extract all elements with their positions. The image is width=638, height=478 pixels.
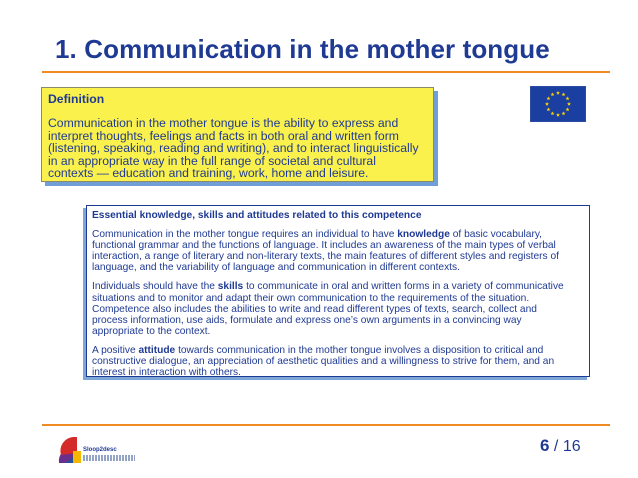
keyword-skills: skills <box>217 281 244 293</box>
competence-heading: Essential knowledge, skills and attitudes related to this competence <box>92 210 422 221</box>
page-separator: / <box>549 438 563 455</box>
page-total: 16 <box>562 438 581 455</box>
paragraph-text: Communication in the mother tongue requires an individual to have <box>92 229 398 241</box>
knowledge-paragraph <box>92 229 584 273</box>
definition-text: Communication in the mother tongue is the ability to express and interpret thoughts, feelings and facts in both oral and written form (listening, speaking, reading and writing), and to interact linguistically in an appropriate way in the full range of societal and cultural contexts — education and training, work, home and leisure. <box>48 116 419 181</box>
logo-name: Sloop2desc <box>83 447 117 453</box>
skills-paragraph <box>92 281 584 336</box>
page-current: 6 <box>540 436 550 455</box>
footer-divider <box>42 424 610 426</box>
eu-flag-icon <box>530 86 586 122</box>
paragraph-text: A positive <box>92 344 139 356</box>
title-divider <box>42 71 610 73</box>
slide-title: 1. Communication in the mother tongue <box>55 34 550 64</box>
paragraph-text: Individuals should have the <box>92 281 218 293</box>
logo-tagline <box>83 455 135 461</box>
keyword-knowledge: knowledge <box>397 229 450 241</box>
attitude-paragraph <box>92 345 584 378</box>
definition-heading: Definition <box>48 92 105 106</box>
paragraph-text: to communicate in oral and written forms in a variety of communicative situations and to monitor and adapt their own communication to the requirements of the situation. Competence also includes the abilities to write and read different types of texts, search, collect and process information, use aids, formulate and express one’s own arguments in a convincing way appropriate to the context. <box>92 281 564 337</box>
definition-box <box>41 87 434 182</box>
page-indicator <box>540 436 581 456</box>
paragraph-text: of basic vocabulary, functional grammar and the functions of language. It includes an awareness of the main types of verbal interaction, a range of literary and non-literary texts, the main features of different styles and registers of language, and the variability of language and communication in different contexts. <box>92 229 559 274</box>
competence-box <box>86 205 590 377</box>
keyword-attitude: attitude <box>138 344 176 356</box>
paragraph-text: towards communication in the mother tongue involves a disposition to critical and constructive dialogue, an appreciation of aesthetic qualities and a willingness to strive for them, and an interest in interaction with others. <box>92 344 555 379</box>
